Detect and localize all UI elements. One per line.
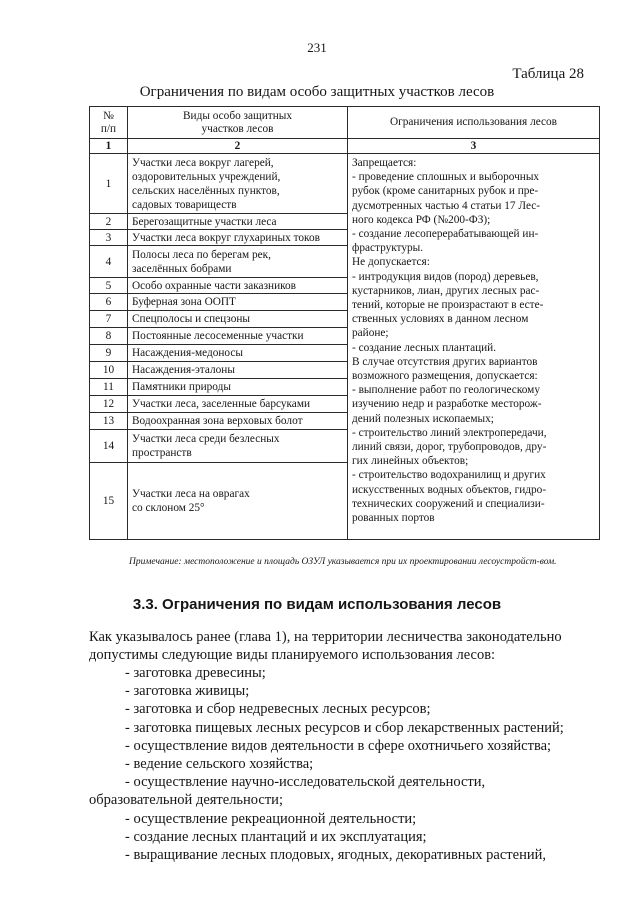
zone-type [128,294,348,311]
list-item: - осуществление рекреационной деятельности; [125,810,417,827]
column-number-row [90,139,600,154]
zone-type-line: Водоохранная зона верховых болот [132,415,303,427]
restriction-line: В случае отсутствия других вариантов [352,355,538,368]
column-number: 2 [128,139,348,154]
header-num [90,107,128,139]
zone-type-line: оздоровительных учреждений, [132,170,281,183]
table-note: Примечание: местоположение и площадь ОЗУЛ указывается при их проектировании лесоустройст-вом. [129,557,557,567]
table-header-row [90,107,600,139]
zone-type-line: со склоном 25° [132,502,205,514]
restriction-line: гих линейных объектов; [352,455,469,468]
list-item: - выращивание лесных плодовых, ягодных, декоративных растений, [125,847,546,864]
restriction-line: Запрещается: [352,157,417,169]
zone-type [128,379,348,396]
restriction-line: искусственных водных объектов, гидро- [352,483,547,496]
zone-type-line: Насаждения-эталоны [132,364,235,376]
restriction-line: ственных условиях в данном лесном [352,313,529,326]
zone-type-line: Участки леса, заселенные барсуками [132,398,311,410]
zone-type-line: сельских населённых пунктов, [132,184,280,197]
row-number: 2 [90,214,128,230]
zone-type [128,396,348,413]
zone-type-line: Участки леса на оврагах [132,488,250,500]
list-item: - ведение сельского хозяйства; [125,756,314,773]
zone-type [128,278,348,294]
header-types-line: Виды особо защитных [183,109,292,122]
zone-type [128,328,348,345]
zone-type-line: Насаждения-медоносы [132,347,243,359]
restriction-line: тений, которые не произрастают в есте- [352,299,544,312]
zone-type [128,246,348,278]
header-num-line: № [103,109,114,122]
list-item: - заготовка пищевых лесных ресурсов и сбор лекарственных растений; [125,719,564,736]
restriction-line: Не допускается: [352,256,430,269]
row-number: 13 [90,413,128,430]
header-restrictions: Ограничения использования лесов [348,107,600,139]
restriction-line: изучению недр и разработке месторож- [352,398,542,411]
zone-type [128,413,348,430]
zone-type [128,463,348,540]
zone-type [128,230,348,246]
list-item: - создание лесных плантаций и их эксплуатация; [125,828,427,845]
row-number: 10 [90,362,128,379]
zone-type-line: Берегозащитные участки леса [132,215,277,228]
header-num-line: п/п [100,122,117,135]
intro-paragraph: Как указывалось ранее (глава 1), на территории лесничества законодательно допустимы следующие виды планируемого использования лесов: [89,629,562,663]
table-label: Таблица 28 [512,66,584,82]
restriction-line: линий связи, дорог, трубопроводов, дру- [352,441,547,454]
restriction-line: районе; [352,327,389,340]
zone-type-line: заселённых бобрами [132,262,232,275]
zone-type-line: Участки леса вокруг лагерей, [132,156,274,169]
zone-type-line: садовых товариществ [132,198,237,211]
row-number: 9 [90,345,128,362]
column-number: 1 [90,139,128,154]
restriction-line: дусмотренных частью 4 статьи 17 Лес- [352,199,541,212]
zone-type-line: Буферная зона ООПТ [132,296,236,308]
restriction-line: ного кодекса РФ (№200-ФЗ); [352,213,491,226]
row-number: 7 [90,311,128,328]
row-number: 4 [90,246,128,278]
row-number: 11 [90,379,128,396]
restrictions-text [348,154,600,540]
zone-type [128,214,348,230]
restriction-line: - строительство линий электропередачи, [352,426,547,439]
header-types-line: участков лесов [201,122,274,135]
restriction-line: - интродукция видов (пород) деревьев, [352,270,539,283]
row-number: 5 [90,278,128,294]
restriction-line: рубок (кроме санитарных рубок и пре- [352,185,539,198]
column-number: 3 [348,139,600,154]
list-item: образовательной деятельности; [89,792,283,809]
zone-type-line: Участки леса среди безлесных [132,433,280,445]
list-item: - осуществление видов деятельности в сфере охотничьего хозяйства; [125,737,552,754]
row-number: 12 [90,396,128,413]
row-number: 3 [90,230,128,246]
restrictions-table [89,106,600,540]
list-item: - заготовка и сбор недревесных лесных ресурсов; [125,701,431,718]
row-number: 6 [90,294,128,311]
row-number: 15 [90,463,128,540]
zone-type-line: Постоянные лесосеменные участки [132,330,304,342]
restriction-line: - выполнение работ по геологическому [352,384,540,397]
restriction-line: фраструктуры. [352,242,424,255]
row-number: 1 [90,154,128,214]
restriction-line: - создание лесных плантаций. [352,341,497,354]
restriction-line: технических сооружений и специализи- [352,497,545,510]
zone-type [128,430,348,463]
restriction-line: рованных портов [352,512,435,525]
list-item: - осуществление научно-исследовательской деятельности, [125,774,486,791]
restriction-line: - проведение сплошных и выборочных [352,171,540,184]
zone-type-line: Памятники природы [132,381,231,393]
row-number: 8 [90,328,128,345]
page-number: 231 [307,40,327,55]
restriction-line: дений полезных ископаемых; [352,412,494,425]
zone-type-line: Особо охранные части заказников [132,279,297,292]
zone-type [128,362,348,379]
list-item: - заготовка живицы; [125,683,250,700]
header-types [128,107,348,139]
zone-type-line: Участки леса вокруг глухариных токов [132,231,320,244]
restriction-line: - создание лесоперерабатывающей ин- [352,228,539,241]
table-row [90,154,600,214]
zone-type [128,154,348,214]
section-heading: 3.3. Ограничения по видам использования лесов [132,596,502,613]
zone-type-line: пространств [132,447,192,459]
list-item: - заготовка древесины; [125,665,266,681]
restriction-line: - строительство водохранилищ и других [352,469,546,482]
row-number: 14 [90,430,128,463]
restriction-line: кустарников, лиан, других лесных рас- [352,284,540,297]
zone-type [128,311,348,328]
zone-type [128,345,348,362]
zone-type-line: Спецполосы и спецзоны [132,313,250,325]
table-title: Ограничения по видам особо защитных участков лесов [139,84,495,100]
zone-type-line: Полосы леса по берегам рек, [132,248,271,261]
restriction-line: возможного размещения, допускается: [352,370,538,383]
uses-list [89,664,619,864]
